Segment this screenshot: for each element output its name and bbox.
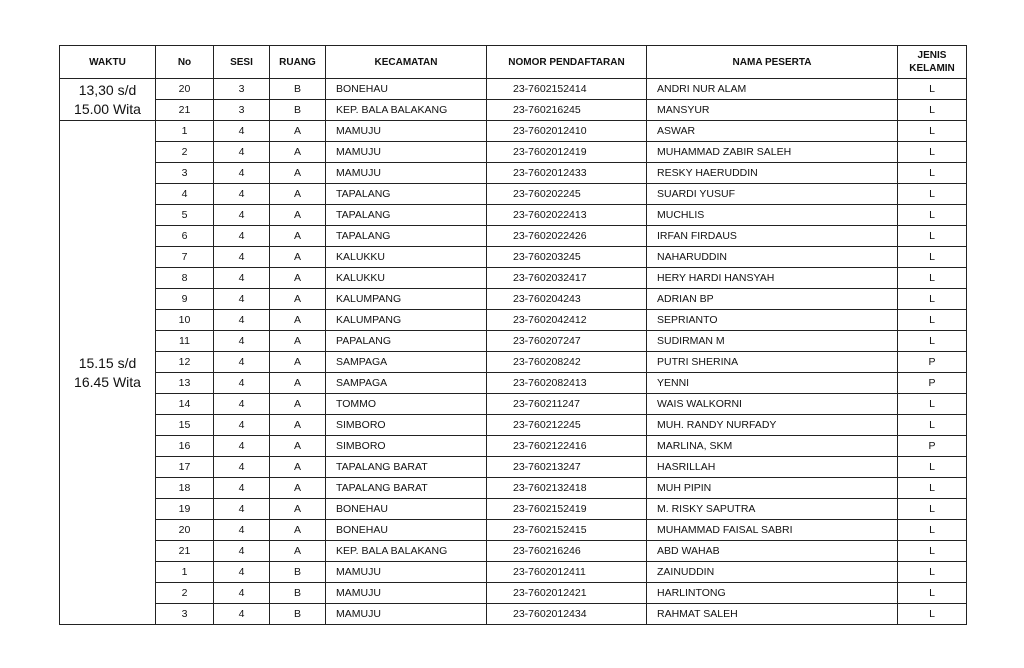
table-row bbox=[60, 583, 967, 604]
table-row bbox=[60, 247, 967, 268]
cell-no: 1 bbox=[156, 562, 214, 583]
cell-kecamatan: BONEHAU bbox=[326, 520, 487, 541]
cell-nama-peserta: RAHMAT SALEH bbox=[647, 604, 898, 625]
cell-no: 8 bbox=[156, 268, 214, 289]
table-row bbox=[60, 163, 967, 184]
cell-ruang: A bbox=[270, 520, 326, 541]
cell-kecamatan: BONEHAU bbox=[326, 499, 487, 520]
cell-waktu bbox=[60, 79, 156, 121]
cell-no: 6 bbox=[156, 226, 214, 247]
table-row bbox=[60, 562, 967, 583]
cell-jenis-kelamin: L bbox=[898, 583, 967, 604]
cell-ruang: A bbox=[270, 457, 326, 478]
cell-jenis-kelamin: P bbox=[898, 436, 967, 457]
cell-nomor-pendaftaran: 23-7602012411 bbox=[487, 562, 647, 583]
cell-jenis-kelamin: L bbox=[898, 541, 967, 562]
cell-nomor-pendaftaran: 23-7602152414 bbox=[487, 79, 647, 100]
cell-ruang: A bbox=[270, 331, 326, 352]
header-jenis-kelamin bbox=[898, 46, 967, 79]
cell-sesi: 4 bbox=[214, 436, 270, 457]
table-row bbox=[60, 352, 967, 373]
cell-kecamatan: MAMUJU bbox=[326, 121, 487, 142]
cell-nomor-pendaftaran: 23-7602022413 bbox=[487, 205, 647, 226]
cell-ruang: A bbox=[270, 541, 326, 562]
cell-nama-peserta: ANDRI NUR ALAM bbox=[647, 79, 898, 100]
cell-nama-peserta: WAIS WALKORNI bbox=[647, 394, 898, 415]
cell-sesi: 4 bbox=[214, 205, 270, 226]
cell-ruang: A bbox=[270, 499, 326, 520]
cell-no: 3 bbox=[156, 163, 214, 184]
cell-sesi: 4 bbox=[214, 541, 270, 562]
cell-kecamatan: SIMBORO bbox=[326, 436, 487, 457]
cell-kecamatan: TOMMO bbox=[326, 394, 487, 415]
cell-kecamatan: KALUMPANG bbox=[326, 310, 487, 331]
cell-nama-peserta: ABD WAHAB bbox=[647, 541, 898, 562]
cell-nama-peserta: HERY HARDI HANSYAH bbox=[647, 268, 898, 289]
cell-no: 20 bbox=[156, 79, 214, 100]
cell-no: 2 bbox=[156, 583, 214, 604]
cell-no: 7 bbox=[156, 247, 214, 268]
cell-jenis-kelamin: L bbox=[898, 331, 967, 352]
cell-nama-peserta: MUHAMMAD ZABIR SALEH bbox=[647, 142, 898, 163]
header-ruang: RUANG bbox=[270, 46, 326, 79]
table-row bbox=[60, 394, 967, 415]
table-row bbox=[60, 520, 967, 541]
cell-no: 1 bbox=[156, 121, 214, 142]
cell-ruang: B bbox=[270, 583, 326, 604]
cell-nomor-pendaftaran: 23-7602012434 bbox=[487, 604, 647, 625]
cell-ruang: B bbox=[270, 100, 326, 121]
table-row bbox=[60, 331, 967, 352]
cell-nomor-pendaftaran: 23-7602152415 bbox=[487, 520, 647, 541]
cell-no: 2 bbox=[156, 142, 214, 163]
cell-jenis-kelamin: L bbox=[898, 79, 967, 100]
cell-sesi: 4 bbox=[214, 520, 270, 541]
cell-sesi: 4 bbox=[214, 142, 270, 163]
cell-jenis-kelamin: L bbox=[898, 142, 967, 163]
table-row bbox=[60, 184, 967, 205]
participant-table bbox=[59, 45, 967, 625]
cell-kecamatan: SAMPAGA bbox=[326, 352, 487, 373]
cell-ruang: B bbox=[270, 79, 326, 100]
cell-no: 12 bbox=[156, 352, 214, 373]
cell-sesi: 4 bbox=[214, 457, 270, 478]
cell-sesi: 4 bbox=[214, 604, 270, 625]
cell-sesi: 4 bbox=[214, 499, 270, 520]
cell-nama-peserta: MUH. RANDY NURFADY bbox=[647, 415, 898, 436]
cell-nomor-pendaftaran: 23-760207247 bbox=[487, 331, 647, 352]
cell-kecamatan: TAPALANG bbox=[326, 205, 487, 226]
cell-jenis-kelamin: L bbox=[898, 184, 967, 205]
header-waktu: WAKTU bbox=[60, 46, 156, 79]
table-row bbox=[60, 499, 967, 520]
cell-nomor-pendaftaran: 23-7602152419 bbox=[487, 499, 647, 520]
cell-no: 10 bbox=[156, 310, 214, 331]
cell-sesi: 4 bbox=[214, 226, 270, 247]
cell-nama-peserta: M. RISKY SAPUTRA bbox=[647, 499, 898, 520]
cell-sesi: 4 bbox=[214, 247, 270, 268]
cell-sesi: 4 bbox=[214, 373, 270, 394]
cell-no: 13 bbox=[156, 373, 214, 394]
cell-nama-peserta: MARLINA, SKM bbox=[647, 436, 898, 457]
cell-ruang: A bbox=[270, 352, 326, 373]
cell-nomor-pendaftaran: 23-760203245 bbox=[487, 247, 647, 268]
cell-no: 11 bbox=[156, 331, 214, 352]
cell-nomor-pendaftaran: 23-760216245 bbox=[487, 100, 647, 121]
table-row bbox=[60, 604, 967, 625]
cell-nomor-pendaftaran: 23-760208242 bbox=[487, 352, 647, 373]
cell-jenis-kelamin: L bbox=[898, 310, 967, 331]
cell-jenis-kelamin: L bbox=[898, 205, 967, 226]
cell-no: 9 bbox=[156, 289, 214, 310]
cell-nama-peserta: NAHARUDDIN bbox=[647, 247, 898, 268]
cell-ruang: A bbox=[270, 478, 326, 499]
cell-sesi: 4 bbox=[214, 184, 270, 205]
cell-nomor-pendaftaran: 23-7602122416 bbox=[487, 436, 647, 457]
cell-nama-peserta: PUTRI SHERINA bbox=[647, 352, 898, 373]
table-row bbox=[60, 142, 967, 163]
cell-jenis-kelamin: L bbox=[898, 121, 967, 142]
cell-jenis-kelamin: L bbox=[898, 100, 967, 121]
cell-jenis-kelamin: L bbox=[898, 604, 967, 625]
cell-nomor-pendaftaran: 23-7602082413 bbox=[487, 373, 647, 394]
cell-ruang: A bbox=[270, 268, 326, 289]
cell-no: 5 bbox=[156, 205, 214, 226]
cell-jenis-kelamin: P bbox=[898, 352, 967, 373]
cell-jenis-kelamin: L bbox=[898, 394, 967, 415]
table-row bbox=[60, 100, 967, 121]
cell-ruang: A bbox=[270, 415, 326, 436]
cell-nama-peserta: MUH PIPIN bbox=[647, 478, 898, 499]
cell-sesi: 3 bbox=[214, 79, 270, 100]
table-row bbox=[60, 415, 967, 436]
cell-sesi: 4 bbox=[214, 562, 270, 583]
cell-jenis-kelamin: L bbox=[898, 226, 967, 247]
cell-nomor-pendaftaran: 23-7602022426 bbox=[487, 226, 647, 247]
cell-ruang: A bbox=[270, 121, 326, 142]
cell-ruang: A bbox=[270, 394, 326, 415]
cell-kecamatan: SIMBORO bbox=[326, 415, 487, 436]
cell-nama-peserta: MUHAMMAD FAISAL SABRI bbox=[647, 520, 898, 541]
cell-sesi: 4 bbox=[214, 121, 270, 142]
cell-nama-peserta: ASWAR bbox=[647, 121, 898, 142]
cell-nama-peserta: ADRIAN BP bbox=[647, 289, 898, 310]
cell-jenis-kelamin: P bbox=[898, 373, 967, 394]
cell-jenis-kelamin: L bbox=[898, 289, 967, 310]
cell-jenis-kelamin: L bbox=[898, 562, 967, 583]
cell-ruang: A bbox=[270, 142, 326, 163]
cell-kecamatan: KEP. BALA BALAKANG bbox=[326, 541, 487, 562]
cell-ruang: A bbox=[270, 289, 326, 310]
cell-nama-peserta: RESKY HAERUDDIN bbox=[647, 163, 898, 184]
cell-nomor-pendaftaran: 23-7602012421 bbox=[487, 583, 647, 604]
cell-ruang: A bbox=[270, 184, 326, 205]
cell-kecamatan: MAMUJU bbox=[326, 562, 487, 583]
table-row bbox=[60, 436, 967, 457]
cell-ruang: A bbox=[270, 436, 326, 457]
cell-nama-peserta: HARLINTONG bbox=[647, 583, 898, 604]
cell-nomor-pendaftaran: 23-760211247 bbox=[487, 394, 647, 415]
cell-no: 16 bbox=[156, 436, 214, 457]
cell-no: 19 bbox=[156, 499, 214, 520]
header-nama-peserta: NAMA PESERTA bbox=[647, 46, 898, 79]
cell-sesi: 4 bbox=[214, 331, 270, 352]
table-row bbox=[60, 121, 967, 142]
cell-kecamatan: KALUKKU bbox=[326, 268, 487, 289]
cell-sesi: 4 bbox=[214, 583, 270, 604]
table-row bbox=[60, 268, 967, 289]
table-row bbox=[60, 310, 967, 331]
cell-ruang: B bbox=[270, 562, 326, 583]
cell-nomor-pendaftaran: 23-7602012433 bbox=[487, 163, 647, 184]
cell-nomor-pendaftaran: 23-760204243 bbox=[487, 289, 647, 310]
waktu-start: 15.15 s/d bbox=[78, 354, 137, 371]
cell-no: 3 bbox=[156, 604, 214, 625]
cell-kecamatan: TAPALANG bbox=[326, 184, 487, 205]
cell-nomor-pendaftaran: 23-760213247 bbox=[487, 457, 647, 478]
cell-kecamatan: KALUKKU bbox=[326, 247, 487, 268]
cell-kecamatan: MAMUJU bbox=[326, 142, 487, 163]
cell-ruang: A bbox=[270, 163, 326, 184]
cell-sesi: 4 bbox=[214, 268, 270, 289]
cell-jenis-kelamin: L bbox=[898, 520, 967, 541]
cell-nama-peserta: SUARDI YUSUF bbox=[647, 184, 898, 205]
table-row bbox=[60, 79, 967, 100]
cell-jenis-kelamin: L bbox=[898, 499, 967, 520]
cell-nomor-pendaftaran: 23-7602032417 bbox=[487, 268, 647, 289]
header-kecamatan: KECAMATAN bbox=[326, 46, 487, 79]
cell-nama-peserta: SUDIRMAN M bbox=[647, 331, 898, 352]
table-header-row bbox=[60, 46, 967, 79]
cell-nomor-pendaftaran: 23-7602012410 bbox=[487, 121, 647, 142]
cell-no: 15 bbox=[156, 415, 214, 436]
cell-nama-peserta: YENNI bbox=[647, 373, 898, 394]
cell-jenis-kelamin: L bbox=[898, 247, 967, 268]
cell-no: 21 bbox=[156, 541, 214, 562]
waktu-end: 16.45 Wita bbox=[74, 373, 141, 390]
cell-kecamatan: MAMUJU bbox=[326, 583, 487, 604]
cell-sesi: 4 bbox=[214, 289, 270, 310]
cell-kecamatan: KALUMPANG bbox=[326, 289, 487, 310]
header-jenis-line2: KELAMIN bbox=[909, 63, 955, 74]
cell-sesi: 4 bbox=[214, 310, 270, 331]
header-jenis-line1: JENIS bbox=[917, 50, 947, 61]
cell-kecamatan: SAMPAGA bbox=[326, 373, 487, 394]
table-row bbox=[60, 541, 967, 562]
cell-sesi: 4 bbox=[214, 163, 270, 184]
cell-jenis-kelamin: L bbox=[898, 268, 967, 289]
cell-nama-peserta: MUCHLIS bbox=[647, 205, 898, 226]
participant-schedule bbox=[59, 45, 967, 625]
cell-kecamatan: TAPALANG bbox=[326, 226, 487, 247]
cell-kecamatan: BONEHAU bbox=[326, 79, 487, 100]
cell-sesi: 4 bbox=[214, 415, 270, 436]
cell-no: 21 bbox=[156, 100, 214, 121]
cell-ruang: A bbox=[270, 226, 326, 247]
cell-no: 17 bbox=[156, 457, 214, 478]
cell-nama-peserta: SEPRIANTO bbox=[647, 310, 898, 331]
cell-ruang: A bbox=[270, 373, 326, 394]
cell-ruang: A bbox=[270, 247, 326, 268]
waktu-end: 15.00 Wita bbox=[74, 100, 141, 117]
cell-no: 18 bbox=[156, 478, 214, 499]
cell-nomor-pendaftaran: 23-7602042412 bbox=[487, 310, 647, 331]
cell-no: 4 bbox=[156, 184, 214, 205]
waktu-start: 13,30 s/d bbox=[78, 81, 137, 98]
table-row bbox=[60, 457, 967, 478]
header-sesi: SESI bbox=[214, 46, 270, 79]
cell-jenis-kelamin: L bbox=[898, 415, 967, 436]
cell-sesi: 4 bbox=[214, 478, 270, 499]
cell-kecamatan: TAPALANG BARAT bbox=[326, 457, 487, 478]
cell-no: 14 bbox=[156, 394, 214, 415]
cell-waktu bbox=[60, 121, 156, 625]
cell-kecamatan: PAPALANG bbox=[326, 331, 487, 352]
table-body bbox=[60, 79, 967, 625]
cell-sesi: 4 bbox=[214, 394, 270, 415]
cell-sesi: 3 bbox=[214, 100, 270, 121]
cell-sesi: 4 bbox=[214, 352, 270, 373]
table-row bbox=[60, 226, 967, 247]
cell-nomor-pendaftaran: 23-760212245 bbox=[487, 415, 647, 436]
cell-kecamatan: TAPALANG BARAT bbox=[326, 478, 487, 499]
table-row bbox=[60, 205, 967, 226]
cell-ruang: A bbox=[270, 205, 326, 226]
cell-nama-peserta: IRFAN FIRDAUS bbox=[647, 226, 898, 247]
cell-jenis-kelamin: L bbox=[898, 457, 967, 478]
header-nomor-pendaftaran: NOMOR PENDAFTARAN bbox=[487, 46, 647, 79]
cell-ruang: A bbox=[270, 310, 326, 331]
cell-no: 20 bbox=[156, 520, 214, 541]
header-no: No bbox=[156, 46, 214, 79]
cell-nomor-pendaftaran: 23-760202245 bbox=[487, 184, 647, 205]
cell-kecamatan: MAMUJU bbox=[326, 604, 487, 625]
table-row bbox=[60, 373, 967, 394]
cell-kecamatan: MAMUJU bbox=[326, 163, 487, 184]
cell-kecamatan: KEP. BALA BALAKANG bbox=[326, 100, 487, 121]
cell-jenis-kelamin: L bbox=[898, 163, 967, 184]
cell-ruang: B bbox=[270, 604, 326, 625]
table-row bbox=[60, 478, 967, 499]
cell-nomor-pendaftaran: 23-7602132418 bbox=[487, 478, 647, 499]
cell-nama-peserta: HASRILLAH bbox=[647, 457, 898, 478]
table-row bbox=[60, 289, 967, 310]
cell-nama-peserta: ZAINUDDIN bbox=[647, 562, 898, 583]
cell-nama-peserta: MANSYUR bbox=[647, 100, 898, 121]
cell-nomor-pendaftaran: 23-760216246 bbox=[487, 541, 647, 562]
cell-jenis-kelamin: L bbox=[898, 478, 967, 499]
cell-nomor-pendaftaran: 23-7602012419 bbox=[487, 142, 647, 163]
